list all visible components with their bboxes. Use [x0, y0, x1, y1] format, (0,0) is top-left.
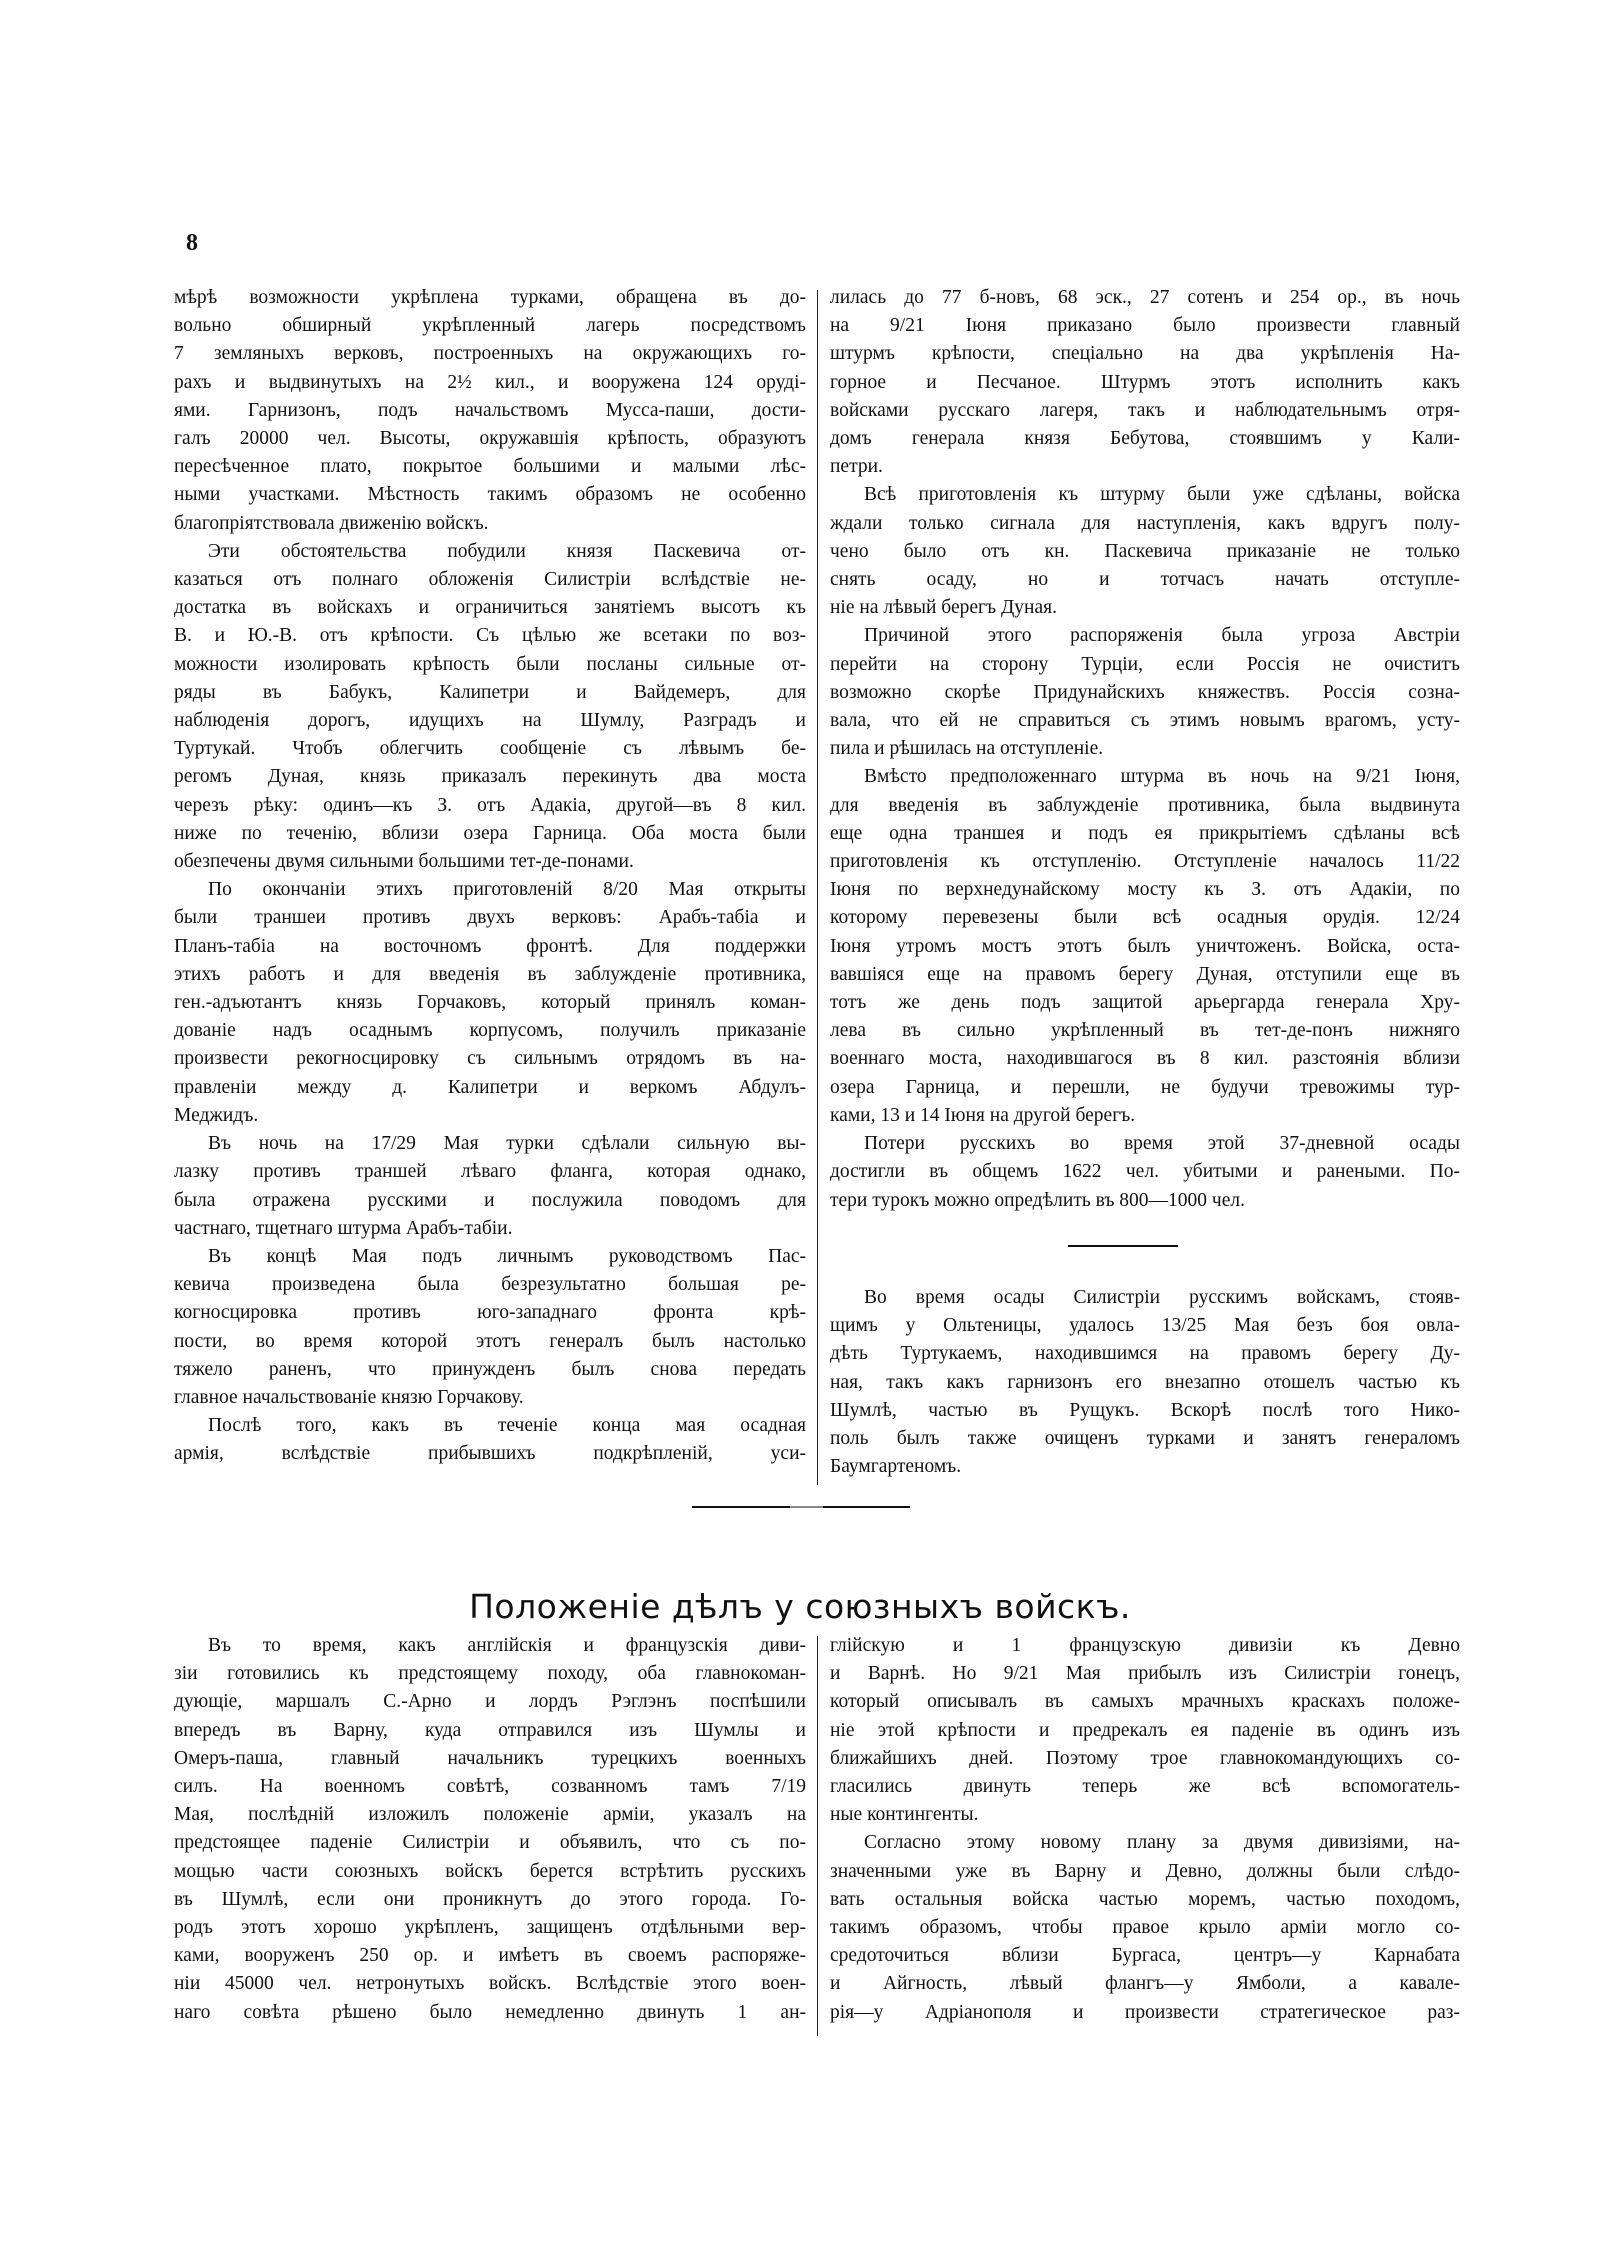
- text-line: и Айгность, лѣвый флангъ—у Ямболи, а кавале-: [830, 1973, 1460, 1995]
- text-line: ніе этой крѣпости и предрекалъ ея паденіе въ одинъ изъ: [830, 1719, 1460, 1741]
- text-line: армія, вслѣдствіе прибывшихъ подкрѣпленій, уси-: [174, 1443, 806, 1465]
- text-line: По окончаніи этихъ приготовленій 8/20 Мая открыты: [208, 879, 806, 901]
- text-line: силъ. На военномъ совѣтѣ, созванномъ тамъ 7/19: [174, 1776, 806, 1798]
- text-line: лева въ сильно укрѣпленный въ тет-де-понъ нижняго: [830, 1020, 1460, 1042]
- text-line: тяжело раненъ, что принужденъ былъ снова передать: [174, 1358, 806, 1380]
- text-line: Всѣ приготовленія къ штурму были уже сдѣланы, войска: [864, 484, 1460, 506]
- text-line: въ Шумлѣ, если они проникнутъ до этого города. Го-: [174, 1888, 806, 1910]
- text-line: родъ этотъ хорошо укрѣпленъ, защищенъ отдѣльными вер-: [174, 1917, 806, 1939]
- text-line: Потери русскихъ во время этой 37-дневной осады: [864, 1133, 1460, 1155]
- text-line: Іюня утромъ мостъ этотъ былъ уничтоженъ. Войска, оста-: [830, 935, 1460, 957]
- text-line: Послѣ того, какъ въ теченіе конца мая осадная: [208, 1415, 806, 1437]
- short-divider-rule: [1068, 1245, 1178, 1247]
- text-line: вать остальныя войска частью моремъ, частью походомъ,: [830, 1888, 1460, 1910]
- text-line: ками, вооруженъ 250 ор. и имѣетъ въ своемъ распоряже-: [174, 1945, 806, 1967]
- text-line: ніе на лѣвый берегъ Дуная.: [830, 597, 1057, 619]
- section-left-column: [174, 1632, 806, 2027]
- column-rule-top: [817, 290, 818, 1485]
- text-line: ными участками. Мѣстность такимъ образомъ не особенно: [174, 484, 806, 506]
- text-line: озера Гарница, и перешли, не будучи тревожимы тур-: [830, 1076, 1460, 1098]
- text-line: лазку противъ траншей лѣваго фланга, которая однако,: [174, 1161, 806, 1183]
- text-line: приготовленія къ отступленію. Отступленіе началось 11/22: [830, 851, 1460, 873]
- text-line: галъ 20000 чел. Высоты, окружавшія крѣпость, образуютъ: [174, 428, 806, 450]
- text-line: горное и Песчаное. Штурмъ этотъ исполнить какъ: [830, 371, 1460, 393]
- text-line: пости, во время которой этотъ генералъ былъ настолько: [174, 1330, 806, 1352]
- text-line: поль былъ также очищенъ турками и занятъ генераломъ: [830, 1428, 1460, 1450]
- text-line: казаться отъ полнаго обложенія Силистріи вслѣдствіе не-: [174, 569, 806, 591]
- text-line: предстоящее паденіе Силистріи и объявилъ, что съ по-: [174, 1832, 806, 1854]
- text-line: еще одна траншея и подъ ея прикрытіемъ сдѣланы всѣ: [830, 822, 1460, 844]
- text-line: Въ концѣ Мая подъ личнымъ руководствомъ Пас-: [208, 1245, 806, 1267]
- top-right-column-continued: [830, 1284, 1460, 1481]
- text-line: пересѣченное плато, покрытое большими и малыми лѣс-: [174, 456, 806, 478]
- text-line: такимъ образомъ, чтобы правое крыло арміи могло со-: [830, 1917, 1460, 1939]
- text-line: чено было отъ кн. Паскевича приказаніе не только: [830, 540, 1460, 562]
- text-line: обезпечены двумя сильными большими тет-де-понами.: [174, 851, 634, 873]
- text-line: частнаго, тщетнаго штурма Арабъ-табіи.: [174, 1217, 513, 1239]
- text-line: мѣрѣ возможности укрѣплена турками, обращена въ до-: [174, 287, 806, 308]
- text-line: Причиной этого распоряженія была угроза Австріи: [864, 625, 1460, 647]
- text-line: Въ то время, какъ англійскія и французскія диви-: [208, 1635, 806, 1656]
- text-line: достигли въ общемъ 1622 чел. убитыми и ранеными. По-: [830, 1161, 1460, 1183]
- text-line: который описывалъ въ самыхъ мрачныхъ краскахъ положе-: [830, 1691, 1460, 1713]
- text-line: главное начальствованіе князю Горчакову.: [174, 1386, 524, 1408]
- text-line: 7 земляныхъ верковъ, построенныхъ на окружающихъ го-: [174, 343, 806, 365]
- text-line: регомъ Дуная, князь приказалъ перекинуть два моста: [174, 766, 806, 788]
- text-line: зіи готовились къ предстоящему походу, оба главнокоман-: [174, 1663, 806, 1685]
- text-line: Согласно этому новому плану за двумя дивизіями, на-: [864, 1832, 1460, 1854]
- text-line: ная, такъ какъ гарнизонъ его внезапно отошелъ частью къ: [830, 1371, 1460, 1393]
- text-line: ближайшихъ дней. Поэтому трое главнокомандующихъ со-: [830, 1747, 1460, 1769]
- text-line: Планъ-табіа на восточномъ фронтѣ. Для поддержки: [174, 935, 806, 957]
- page-number: 8: [186, 230, 198, 256]
- text-line: рія—у Адріанополя и произвести стратегическое раз-: [830, 2001, 1460, 2023]
- text-line: Іюня по верхнедунайскому мосту къ З. отъ Адакіи, по: [830, 879, 1460, 901]
- text-line: Баумгартеномъ.: [830, 1456, 962, 1478]
- text-line: Шумлѣ, частью въ Рущукъ. Вскорѣ послѣ того Нико-: [830, 1399, 1460, 1421]
- text-line: вала, что ей не справиться съ этимъ новымъ врагомъ, усту-: [830, 710, 1460, 732]
- text-line: ждали только сигнала для наступленія, какъ вдругъ полу-: [830, 512, 1460, 534]
- text-line: тери турокъ можно опредѣлить въ 800—1000 чел.: [830, 1189, 1245, 1211]
- text-line: Во время осады Силистріи русскимъ войскамъ, стояв-: [864, 1287, 1460, 1308]
- text-line: перейти на сторону Турціи, если Россія не очиститъ: [830, 653, 1460, 675]
- text-line: лилась до 77 б-новъ, 68 эск., 27 сотенъ и 254 ор., въ ночь: [830, 287, 1460, 308]
- text-line: мощью части союзныхъ войскъ берется встрѣтить русскихъ: [174, 1860, 806, 1882]
- text-line: благопріятствовала движенію войскъ.: [174, 512, 489, 534]
- text-line: была отражена русскими и послужила поводомъ для: [174, 1189, 806, 1211]
- text-line: кевича произведена была безрезультатно большая ре-: [174, 1274, 806, 1296]
- section-title: Положеніе дѣлъ у союзныхъ войскъ.: [469, 1587, 1131, 1626]
- text-line: дованіе надъ осаднымъ корпусомъ, получилъ приказаніе: [174, 1020, 806, 1042]
- text-line: военнаго моста, находившагося въ 8 кил. разстоянія вблизи: [830, 1048, 1460, 1070]
- text-line: ками, 13 и 14 Іюня на другой берегъ.: [830, 1104, 1136, 1126]
- text-line: и Варнѣ. Но 9/21 Мая прибылъ изъ Силистріи гонецъ,: [830, 1663, 1460, 1685]
- text-line: этихъ работъ и для введенія въ заблужденіе противника,: [174, 963, 806, 985]
- text-line: возможно скорѣе Придунайскихъ княжествъ. Россія созна-: [830, 681, 1460, 703]
- text-line: наблюденія дорогъ, идущихъ на Шумлу, Разградъ и: [174, 710, 806, 732]
- text-line: когносцировка противъ юго-западнаго фронта крѣ-: [174, 1302, 806, 1324]
- text-line: В. и Ю.-В. отъ крѣпости. Съ цѣлью же всетаки по воз-: [174, 625, 806, 647]
- text-line: тотъ же день подъ защитой арьергарда генерала Хру-: [830, 992, 1460, 1014]
- text-line: гласились двинуть теперь же всѣ вспомогатель-: [830, 1776, 1460, 1798]
- text-line: правленіи между д. Калипетри и веркомъ Абдулъ-: [174, 1076, 806, 1098]
- text-line: средоточиться вблизи Бургаса, центръ—у Карнабата: [830, 1945, 1460, 1967]
- text-line: которому перевезены были всѣ осадныя орудія. 12/24: [830, 907, 1460, 929]
- text-line: Омеръ-паша, главный начальникъ турецкихъ военныхъ: [174, 1747, 806, 1769]
- text-line: войсками русскаго лагеря, такъ и наблюдательнымъ отря-: [830, 399, 1460, 421]
- text-line: рахъ и выдвинутыхъ на 2½ кил., и вооружена 124 оруді-: [174, 371, 806, 393]
- text-line: штурмъ крѣпости, спеціально на два укрѣпленія На-: [830, 343, 1460, 365]
- text-line: Эти обстоятельства побудили князя Паскевича от-: [208, 540, 806, 562]
- text-line: для введенія въ заблужденіе противника, была выдвинута: [830, 794, 1460, 816]
- text-line: на 9/21 Іюня приказано было произвести главный: [830, 315, 1460, 337]
- text-line: щимъ у Ольтеницы, удалось 13/25 Мая безъ боя овла-: [830, 1315, 1460, 1337]
- text-line: ряды въ Бабукъ, Калипетри и Вайдемеръ, для: [174, 681, 806, 703]
- text-line: вавшіяся еще на правомъ берегу Дуная, отступили еще въ: [830, 963, 1460, 985]
- text-line: черезъ рѣку: одинъ—къ З. отъ Адакіа, другой—въ 8 кил.: [174, 794, 806, 816]
- section-right-column: [830, 1632, 1460, 2027]
- text-line: ніи 45000 чел. нетронутыхъ войскъ. Вслѣдствіе этого воен-: [174, 1973, 806, 1995]
- text-line: дѣть Туртукаемъ, находившимся на правомъ берегу Ду-: [830, 1343, 1460, 1365]
- text-line: петри.: [830, 456, 883, 478]
- text-line: Въ ночь на 17/29 Мая турки сдѣлали сильную вы-: [208, 1133, 806, 1155]
- text-line: значенными уже въ Варну и Девно, должны были слѣдо-: [830, 1860, 1460, 1882]
- text-line: впередъ въ Варну, куда отправился изъ Шумлы и: [174, 1719, 806, 1741]
- text-line: вольно обширный укрѣпленный лагерь посредствомъ: [174, 315, 806, 337]
- text-line: пила и рѣшилась на отступленіе.: [830, 738, 1104, 760]
- text-line: произвести рекогносцировку съ сильнымъ отрядомъ въ на-: [174, 1048, 806, 1070]
- text-line: Меджидъ.: [174, 1104, 259, 1126]
- text-line: ниже по теченію, вблизи озера Гарница. Оба моста были: [174, 822, 806, 844]
- text-line: ген.-адъютантъ князь Горчаковъ, который принялъ коман-: [174, 992, 806, 1014]
- text-line: Туртукай. Чтобъ облегчить сообщеніе съ лѣвымъ бе-: [174, 738, 806, 760]
- top-left-column: [174, 284, 806, 1469]
- top-right-column: [830, 284, 1460, 1215]
- text-line: домъ генерала князя Бебутова, стоявшимъ у Кали-: [830, 428, 1460, 450]
- section-divider: [692, 1506, 910, 1508]
- text-line: наго совѣта рѣшено было немедленно двинуть 1 ан-: [174, 2001, 806, 2023]
- text-line: были траншеи противъ двухъ верковъ: Арабъ-табіа и: [174, 907, 806, 929]
- text-line: ные контингенты.: [830, 1804, 979, 1826]
- text-line: дующіе, маршалъ С.-Арно и лордъ Рэглэнъ поспѣшили: [174, 1691, 806, 1713]
- text-line: достатка въ войскахъ и ограничиться занятіемъ высотъ къ: [174, 597, 806, 619]
- text-line: глійскую и 1 французскую дивизіи къ Девно: [830, 1635, 1460, 1656]
- text-line: снять осаду, но и тотчасъ начать отступле-: [830, 569, 1460, 591]
- column-rule-bottom: [817, 1636, 818, 2036]
- text-line: Вмѣсто предположеннаго штурма въ ночь на 9/21 Іюня,: [864, 766, 1460, 788]
- text-line: ями. Гарнизонъ, подъ начальствомъ Мусса-паши, дости-: [174, 399, 806, 421]
- text-line: Мая, послѣдній изложилъ положеніе арміи, указалъ на: [174, 1804, 806, 1826]
- text-line: можности изолировать крѣпость были посланы сильные от-: [174, 653, 806, 675]
